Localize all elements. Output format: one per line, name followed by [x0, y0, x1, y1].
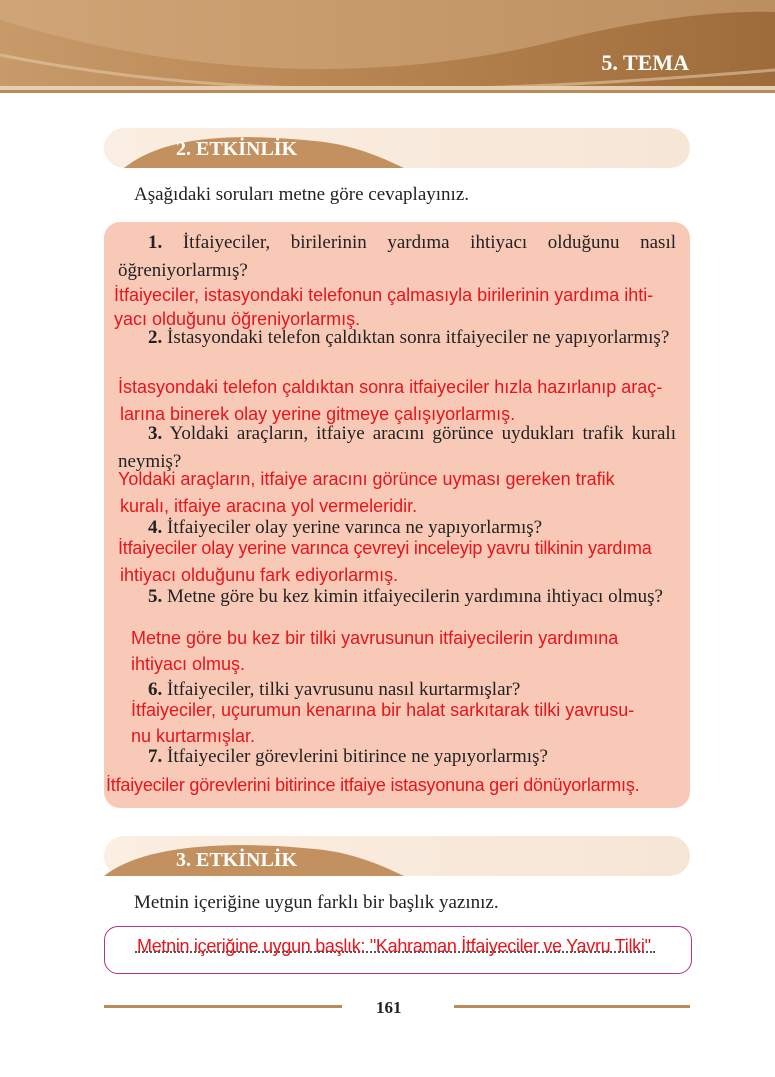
page-number: 161	[376, 998, 402, 1017]
question-text: İtfaiyeciler, tilki yavrusunu nasıl kurtarmışlar?	[167, 679, 521, 700]
answer-3-line-2: kuralı, itfaiye aracına yol vermeleridir.	[120, 496, 418, 516]
activity-2-instruction: Aşağıdaki soruları metne göre cevaplayınız.	[134, 184, 470, 205]
question-text: İstasyondaki telefon çaldıktan sonra itfaiyeciler ne yapıyorlarmış?	[167, 327, 670, 348]
activity-2-band	[104, 128, 690, 168]
title-answer-text: Metnin içeriğine uygun başlık: "Kahraman İtfaiyeciler ve Yavru Tilki"	[137, 936, 651, 956]
question-7	[118, 743, 676, 771]
question-text: İtfaiyeciler, birilerinin yardıma ihtiyacı olduğunu nasıl öğreniyorlarmış?	[118, 232, 676, 281]
question-1	[118, 229, 676, 285]
answer-4-line-2: ihtiyacı olduğunu fark ediyorlarmış.	[120, 565, 399, 585]
question-number: 2.	[148, 327, 163, 348]
question-number: 5.	[148, 586, 163, 607]
answer-6-line-2: nu kurtarmışlar.	[131, 726, 256, 746]
question-number: 6.	[148, 679, 163, 700]
activity-3-title: 3. ETKİNLİK	[176, 849, 298, 871]
footer-rule-right	[454, 1005, 690, 1008]
question-5	[118, 583, 676, 611]
activity-2-title: 2. ETKİNLİK	[176, 138, 298, 160]
answer-5-line-2: ihtiyacı olmuş.	[131, 654, 246, 674]
answer-2-line-2: larına binerek olay yerine gitmeye çalışıyorlarmış.	[120, 404, 516, 424]
theme-label: 5. TEMA	[601, 50, 689, 75]
question-number: 1.	[148, 232, 163, 253]
answer-2-line-1: İstasyondaki telefon çaldıktan sonra itfaiyeciler hızla hazırlanıp araç-	[118, 377, 663, 397]
answer-5-line-1: Metne göre bu kez bir tilki yavrusunun itfaiyecilerin yardımına	[131, 628, 619, 648]
answer-3-line-1: Yoldaki araçların, itfaiye aracını görünce uyması gereken trafik	[118, 469, 615, 489]
question-text: İtfaiyeciler görevlerini bitirince ne yapıyorlarmış?	[167, 746, 548, 767]
activity-3-band	[104, 836, 690, 876]
footer-rule-left	[104, 1005, 342, 1008]
answer-7-line-1: İtfaiyeciler görevlerini bitirince itfaiye istasyonuna geri dönüyorlarmış.	[106, 775, 640, 795]
page-header	[0, 0, 775, 100]
question-number: 4.	[148, 517, 163, 538]
answer-1-line-1: İtfaiyeciler, istasyondaki telefonun çalmasıyla birilerinin yardıma ihti-	[114, 285, 654, 305]
activity-3-instruction: Metnin içeriğine uygun farklı bir başlık yazınız.	[134, 892, 499, 913]
question-2	[118, 324, 676, 352]
answer-1-line-2: yacı olduğunu öğreniyorlarmış.	[114, 309, 361, 329]
question-text: Metne göre bu kez kimin itfaiyecilerin yardımına ihtiyacı olmuş?	[167, 586, 663, 607]
question-number: 7.	[148, 746, 163, 767]
answer-4-line-1: İtfaiyeciler olay yerine varınca çevreyi inceleyip yavru tilkinin yardıma	[118, 538, 652, 558]
question-text: Yoldaki araçların, itfaiye aracını görünce uydukları trafik kuralı neymiş?	[118, 423, 676, 472]
answer-6-line-1: İtfaiyeciler, uçurumun kenarına bir halat sarkıtarak tilki yavrusu-	[131, 700, 635, 720]
question-number: 3.	[148, 423, 163, 444]
question-text: İtfaiyeciler olay yerine varınca ne yapıyorlarmış?	[167, 517, 543, 538]
